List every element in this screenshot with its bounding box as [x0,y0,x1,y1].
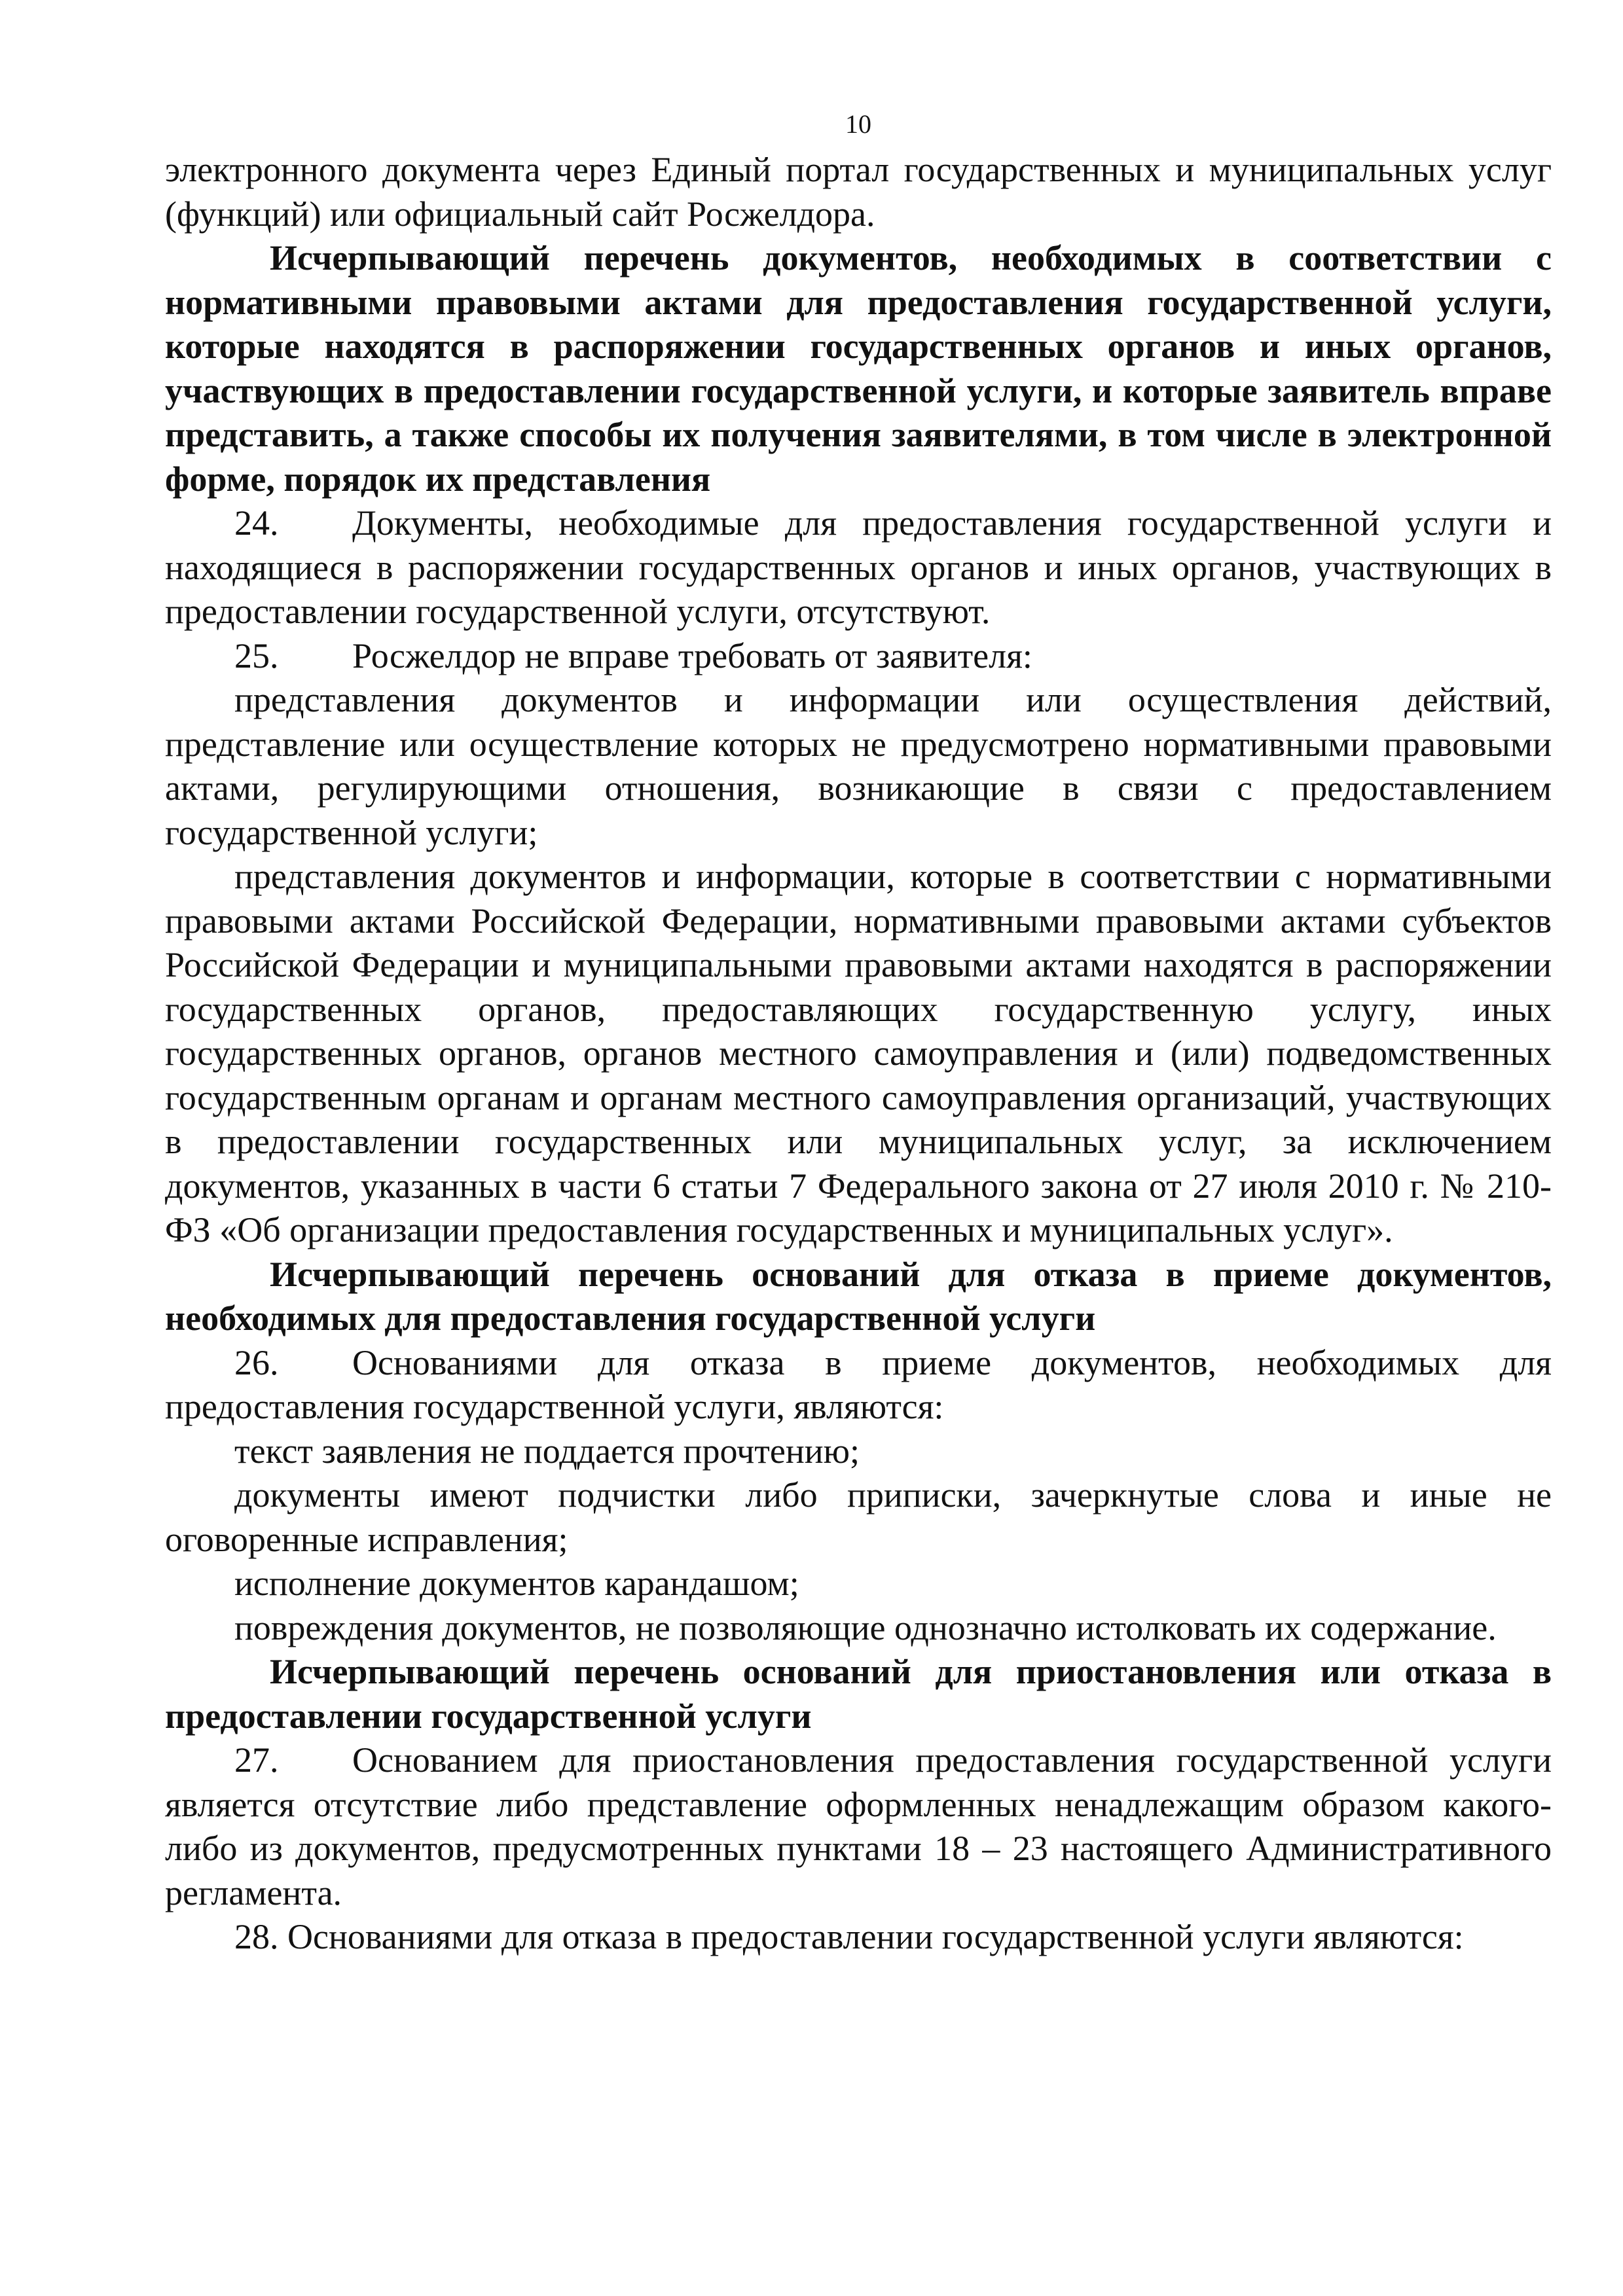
page-number: 10 [845,109,871,139]
heading-documents-list: Исчерпывающий перечень документов, необходимых в соответствии с нормативными правовыми актами для предоставления государственной услуги, которые находятся в распоряжении государственных органов и иных органов, участвующих в предоставлении государственной услуги, и которые заявитель вправе представить, а также способы их получения заявителями, в том числе в электронной форме, порядок их представления [165,238,1552,499]
paragraph-24-number: 24. [234,503,279,543]
paragraph-24 [165,501,1552,634]
paragraph-27-text: Основанием для приостановления предоставления государственной услуги является отсутствие либо представление оформленных ненадлежащим образом какого-либо из документов, предусмотренных пунктами 18 – 23 настоящего Административного регламента. [165,1740,1552,1912]
paragraph-26-item-d: повреждения документов, не позволяющие однозначно истолковать их содержание. [234,1607,1497,1647]
paragraph-28-text: Основаниями для отказа в предоставлении государственной услуги являются: [287,1917,1464,1956]
paragraph-26-text: Основаниями для отказа в приеме документов, необходимых для предоставления государственной услуги, являются: [165,1342,1552,1426]
paragraph-24-text: Документы, необходимые для предоставления государственной услуги и находящиеся в распоряжении государственных органов и иных органов, участвующих в предоставлении государственной услуги, отсутствуют. [165,503,1552,631]
paragraph-26-item-c: исполнение документов карандашом; [234,1564,799,1603]
paragraph-27 [165,1738,1552,1915]
paragraph-25-item-b: представления документов и информации, которые в соответствии с нормативными правовыми актами Российской Федерации, нормативными правовыми актами субъектов Российской Федерации и муниципальными правовыми актами находятся в распоряжении государственных органов, предоставляющих государственную услугу, иных государственных органов, органов местного самоуправления и (или) подведомственных государственным органам и органам местного самоуправления организаций, участвующих в предоставлении государственных или муниципальных услуг, за исключением документов, указанных в части 6 статьи 7 Федерального закона от 27 июля 2010 г. № 210-ФЗ «Об организации предоставления государственных и муниципальных услуг». [165,857,1552,1249]
paragraph-26-item-b: документы имеют подчистки либо приписки, зачеркнутые слова и иные не оговоренные исправления; [165,1475,1552,1559]
heading-suspension-refusal: Исчерпывающий перечень оснований для приостановления или отказа в предоставлении государственной услуги [165,1652,1552,1736]
document-page [165,105,1552,1960]
paragraph-25-text: Росжелдор не вправе требовать от заявителя: [352,636,1032,675]
paragraph-28-number: 28. [234,1917,279,1956]
paragraph-25 [165,634,1552,679]
paragraph-27-number: 27. [234,1740,279,1780]
paragraph-intro: электронного документа через Единый портал государственных и муниципальных услуг (функций) или официальный сайт Росжелдора. [165,150,1552,234]
paragraph-26 [165,1341,1552,1429]
paragraph-26-item-a: текст заявления не поддается прочтению; [234,1431,860,1471]
paragraph-25-item-a: представления документов и информации или осуществления действий, представление или осуществление которых не предусмотрено нормативными правовыми актами, регулирующими отношения, возникающие в связи с предоставлением государственной услуги; [165,680,1552,852]
paragraph-25-number: 25. [234,636,279,675]
heading-refusal-acceptance: Исчерпывающий перечень оснований для отказа в приеме документов, необходимых для предоставления государственной услуги [165,1254,1552,1338]
paragraph-28 [165,1915,1552,1960]
paragraph-26-number: 26. [234,1342,279,1382]
